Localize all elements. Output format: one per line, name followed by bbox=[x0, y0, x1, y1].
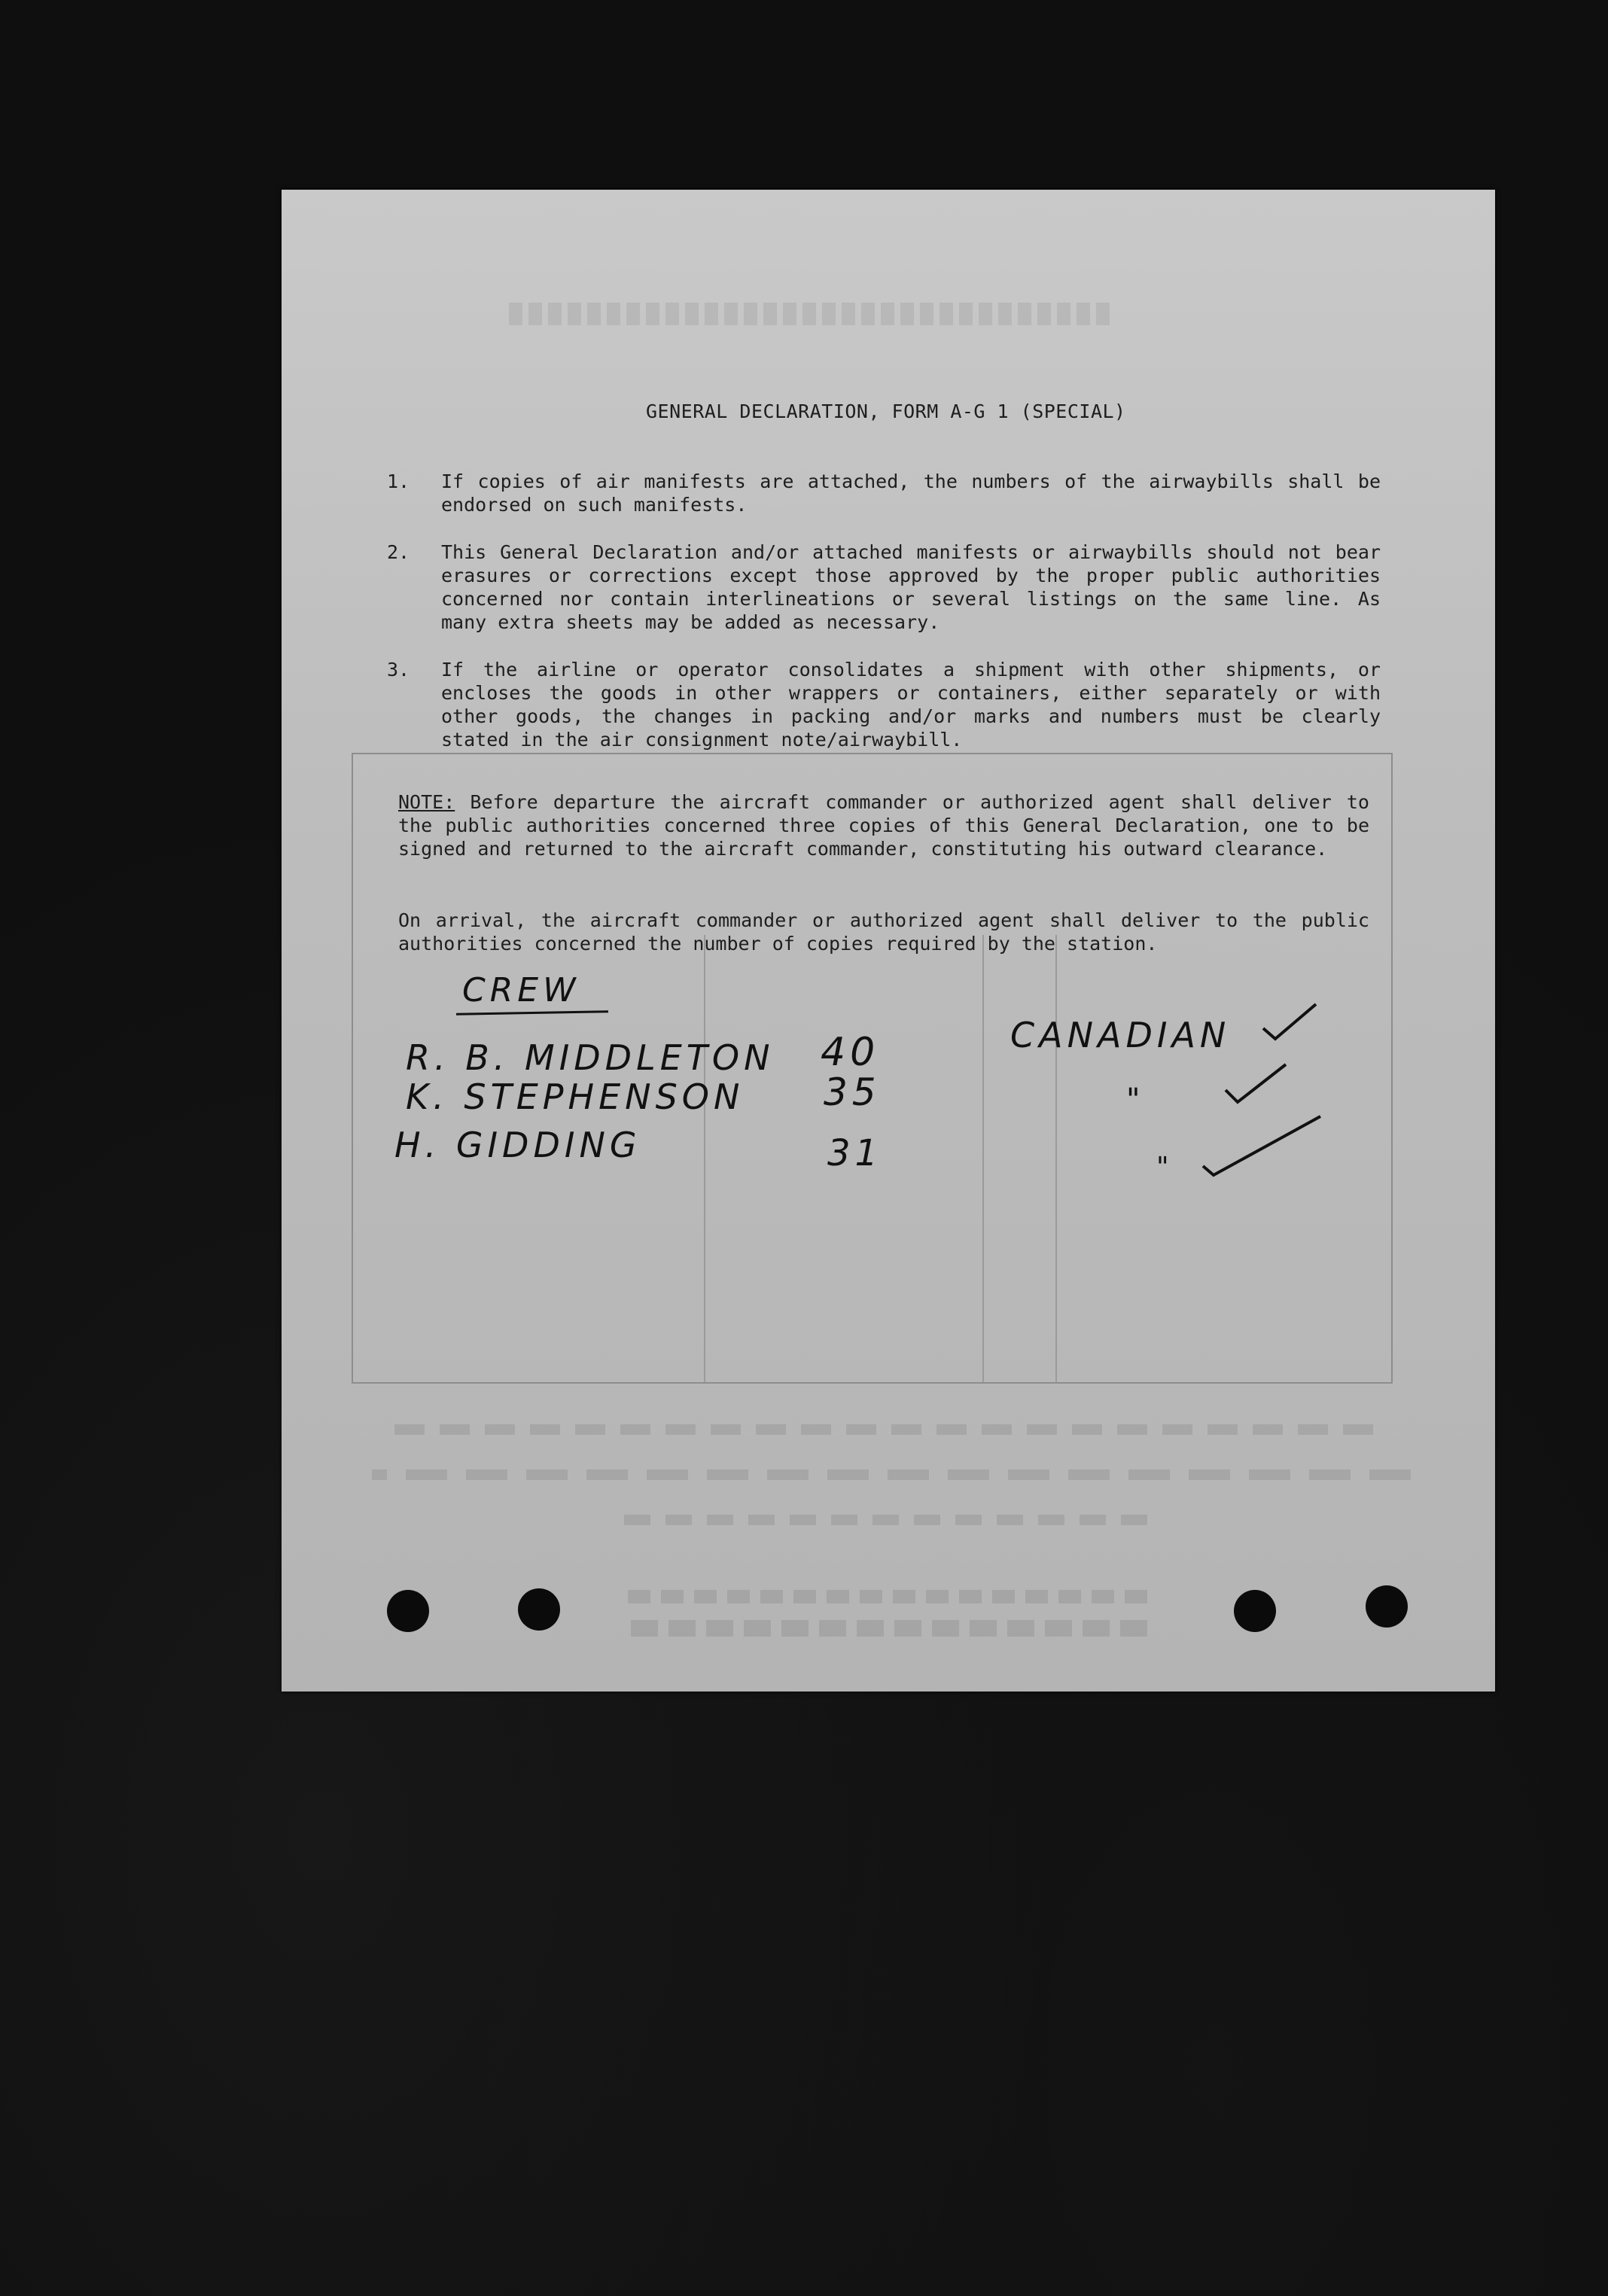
punch-hole bbox=[1234, 1590, 1276, 1632]
punch-hole bbox=[387, 1590, 429, 1632]
instruction-text: This General Declaration and/or attached manifests or airwaybills should not bear erasures or corrections except those approved by the proper public authorities concerned nor contain interlineations or several listings on the same line. As many extra sheets may be added as necessary. bbox=[441, 541, 1381, 633]
bleed-through-block bbox=[394, 1424, 1373, 1435]
check-mark-icon bbox=[1223, 1061, 1290, 1107]
bleed-through-block bbox=[372, 1469, 1411, 1480]
bleed-through-block bbox=[620, 1590, 1147, 1603]
crew-nationality: CANADIAN bbox=[1010, 1015, 1231, 1055]
instruction-number: 2. bbox=[387, 541, 410, 563]
table-divider bbox=[982, 935, 984, 1382]
crew-heading: CREW bbox=[462, 971, 580, 1009]
table-divider bbox=[1055, 935, 1057, 1382]
document-sheet bbox=[282, 190, 1495, 1692]
check-mark-icon bbox=[1200, 1112, 1328, 1180]
crew-nationality: " bbox=[1126, 1083, 1145, 1117]
instruction-number: 3. bbox=[387, 659, 410, 681]
note-label: NOTE: bbox=[398, 791, 455, 813]
crew-nationality: " bbox=[1156, 1152, 1174, 1183]
instruction-text: If copies of air manifests are attached, the numbers of the airwaybills shall be endorsed on such manifests. bbox=[441, 470, 1381, 516]
bleed-through-block bbox=[620, 1515, 1147, 1525]
crew-age: 31 bbox=[827, 1132, 883, 1174]
crew-name: R. B. MIDDLETON bbox=[406, 1037, 775, 1078]
crew-age: 35 bbox=[824, 1070, 881, 1114]
crew-name: K. STEPHENSON bbox=[406, 1076, 745, 1117]
instruction-item bbox=[387, 658, 1381, 751]
instruction-number: 1. bbox=[387, 470, 410, 492]
instruction-item bbox=[387, 541, 1381, 634]
note-text: Before departure the aircraft commander or authorized agent shall deliver to the public authorities concerned three copies of this General Declaration, one to be signed and returned to the aircraft commander, constituting his outward clearance. bbox=[398, 791, 1369, 860]
crew-age: 40 bbox=[821, 1030, 880, 1075]
crew-name: H. GIDDING bbox=[394, 1125, 641, 1165]
punch-hole bbox=[518, 1588, 560, 1631]
instruction-item bbox=[387, 470, 1381, 516]
check-mark-icon bbox=[1260, 1000, 1320, 1045]
instruction-text: If the airline or operator consolidates a shipment with other shipments, or encloses the goods in other wrappers or containers, either separately or with other goods, the changes in packing and/or marks and numbers must be clearly stated in the air consignment note/airwaybill. bbox=[441, 659, 1381, 751]
bleed-through-block bbox=[620, 1620, 1147, 1637]
document-title: GENERAL DECLARATION, FORM A-G 1 (SPECIAL) bbox=[646, 400, 1126, 422]
table-divider bbox=[704, 935, 705, 1382]
arrival-paragraph: On arrival, the aircraft commander or authorized agent shall deliver to the public authorities concerned the number of copies required by the station. bbox=[398, 909, 1369, 955]
punch-hole bbox=[1366, 1585, 1408, 1628]
bleed-through-header bbox=[507, 303, 1110, 325]
note-paragraph bbox=[398, 790, 1369, 860]
